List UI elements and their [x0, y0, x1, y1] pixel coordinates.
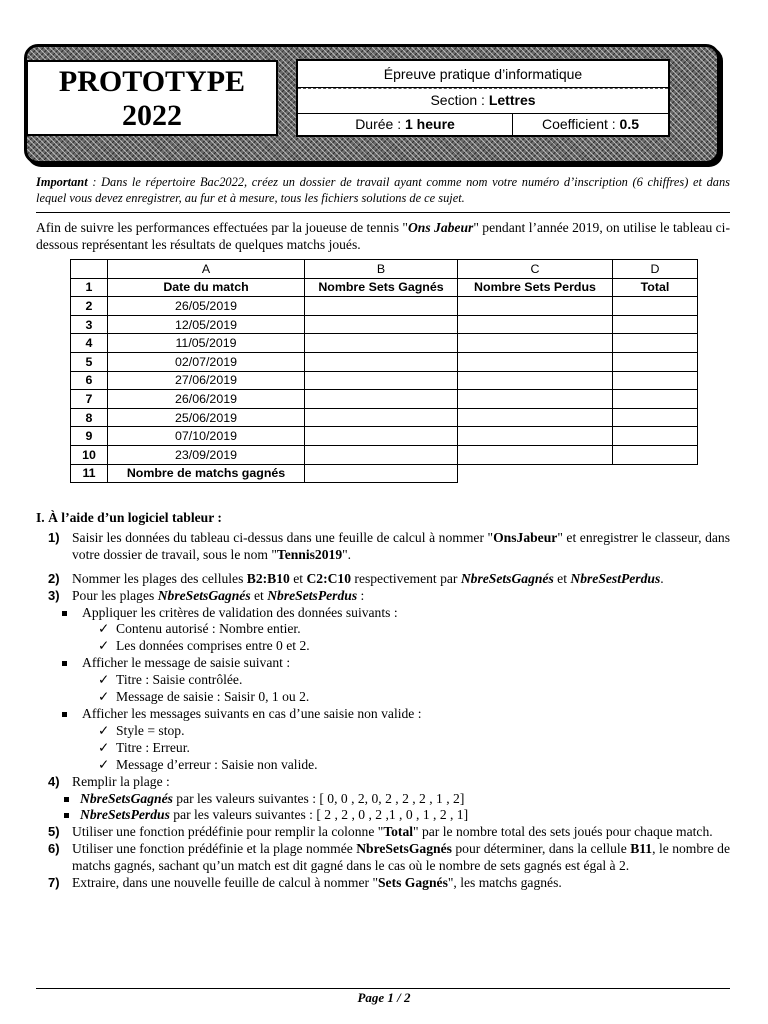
section-title: I. À l’aide d’un logiciel tableur :	[36, 510, 222, 525]
exam-coefficient: Coefficient : 0.5	[541, 116, 640, 132]
list-item: ✓ Message de saisie : Saisir 0, 1 ou 2.	[98, 689, 310, 705]
date-cell: 12/05/2019	[108, 315, 305, 334]
exam-section: Section : Lettres	[298, 87, 668, 114]
column-letters-row	[71, 260, 698, 279]
list-item: Afficher les messages suivants en cas d’une saisie non valide :	[36, 706, 730, 723]
table-row	[71, 334, 698, 353]
date-cell: 26/05/2019	[108, 297, 305, 316]
list-item: ✓ Contenu autorisé : Nombre entier.	[98, 621, 301, 637]
list-item: ✓ Les données comprises entre 0 et 2.	[98, 638, 310, 654]
col-letter: C	[458, 260, 613, 279]
row-number: 11	[71, 464, 108, 483]
title-line1: PROTOTYPE	[58, 65, 246, 98]
list-item: ✓ Message d’erreur : Saisie non valide.	[98, 756, 318, 772]
checkmark-icon: ✓	[98, 689, 110, 705]
list-item: Appliquer les critères de validation des données suivants :	[36, 605, 730, 622]
date-cell: 25/06/2019	[108, 408, 305, 427]
date-cell: 26/06/2019	[108, 390, 305, 409]
row-number: 10	[71, 445, 108, 464]
list-item: NbreSetsGagnés par les valeurs suivantes : [ 0, 0 , 2, 0, 2 , 2 , 2 , 1 , 2]	[36, 791, 730, 808]
table-row	[71, 445, 698, 464]
row-number: 8	[71, 408, 108, 427]
question-4: 4) Remplir la plage :	[48, 773, 170, 789]
col-letter: B	[305, 260, 458, 279]
table-row	[71, 408, 698, 427]
square-bullet-icon	[64, 797, 69, 802]
table-row	[71, 427, 698, 446]
row-number: 1	[71, 278, 108, 297]
title-line2: 2022	[122, 99, 182, 132]
checkmark-icon: ✓	[98, 739, 110, 755]
square-bullet-icon	[62, 611, 67, 616]
question-7: 7) Extraire, dans une nouvelle feuille de calcul à nommer "Sets Gagnés", les matchs gagnés.	[48, 875, 562, 891]
square-bullet-icon	[62, 712, 67, 717]
list-item: ✓ Titre : Saisie contrôlée.	[98, 672, 243, 688]
page-number: Page 1 / 2	[357, 990, 411, 1005]
date-cell: 23/09/2019	[108, 445, 305, 464]
checkmark-icon: ✓	[98, 672, 110, 688]
divider	[36, 212, 730, 213]
row-number: 9	[71, 427, 108, 446]
question-5: 5) Utiliser une fonction prédéfinie pour remplir la colonne "Total" par le nombre total des sets joués pour chaque match.	[48, 824, 713, 840]
important-note: Important : Dans le répertoire Bac2022, créez un dossier de travail ayant comme nom votre numéro d’inscription (6 chiffres) et dans lequel vous devez enregistrer, au fur et à mesure, tous les fichiers solutions de ce sujet.	[36, 175, 730, 205]
date-cell: 07/10/2019	[108, 427, 305, 446]
exam-title: Épreuve pratique d’informatique	[298, 61, 668, 88]
header-sets-lost: Nombre Sets Perdus	[458, 278, 613, 297]
row-number: 5	[71, 352, 108, 371]
exam-duration: Durée : 1 heure	[298, 113, 513, 135]
question-2: 2) Nommer les plages des cellules B2:B10 et C2:C10 respectivement par NbreSetsGagnés et NbreSestPerdus.	[48, 570, 664, 586]
header-total: Total	[613, 278, 698, 297]
square-bullet-icon	[62, 661, 67, 666]
table-row	[71, 352, 698, 371]
question-3: 3) Pour les plages NbreSetsGagnés et NbreSetsPerdus :	[48, 587, 365, 603]
col-letter: A	[108, 260, 305, 279]
checkmark-icon: ✓	[98, 722, 110, 738]
header-sets-won: Nombre Sets Gagnés	[305, 278, 458, 297]
question-6: 6) Utiliser une fonction prédéfinie et la plage nommée NbreSetsGagnés pour déterminer, dans la cellule B11, le nombre de matchs gagnés, sachant qu’un match est dit gagné dans le cas où le nombre de sets gagnés est égal à 2.	[48, 841, 731, 874]
row-number: 2	[71, 297, 108, 316]
questions	[36, 510, 730, 892]
exam-duration-coef	[298, 113, 668, 135]
title-box	[26, 60, 278, 136]
table-row	[71, 371, 698, 390]
footer-divider	[36, 988, 730, 989]
table-row	[71, 464, 698, 483]
table-row	[71, 315, 698, 334]
col-letter: D	[613, 260, 698, 279]
row-number: 7	[71, 390, 108, 409]
table-row	[71, 390, 698, 409]
date-cell: 11/05/2019	[108, 334, 305, 353]
row-number: 3	[71, 315, 108, 334]
exam-info-box	[296, 59, 670, 137]
list-item: NbreSetsPerdus par les valeurs suivantes : [ 2 , 2 , 0 , 2 ,1 , 0 , 1 , 2 , 1]	[36, 807, 730, 824]
row-number: 6	[71, 371, 108, 390]
header-date: Date du match	[108, 278, 305, 297]
matches-won-label: Nombre de matchs gagnés	[108, 464, 305, 483]
date-cell: 02/07/2019	[108, 352, 305, 371]
row-number: 4	[71, 334, 108, 353]
checkmark-icon: ✓	[98, 638, 110, 654]
list-item: Afficher le message de saisie suivant :	[36, 655, 730, 672]
table-header-row	[71, 278, 698, 297]
square-bullet-icon	[64, 813, 69, 818]
checkmark-icon: ✓	[98, 621, 110, 637]
spreadsheet-table	[70, 259, 698, 483]
list-item: ✓ Style = stop.	[98, 722, 185, 738]
list-item: ✓ Titre : Erreur.	[98, 739, 190, 755]
question-1: 1) Saisir les données du tableau ci-dessus dans une feuille de calcul à nommer "OnsJabeur" et enregistrer le classeur, dans votre dossier de travail, sous le nom "Tennis2019".	[48, 529, 730, 562]
checkmark-icon: ✓	[98, 756, 110, 772]
table-row	[71, 297, 698, 316]
intro-paragraph: Afin de suivre les performances effectuées par la joueuse de tennis "Ons Jabeur" pendant l’année 2019, on utilise le tableau ci-dessous représentant les résultats de quelques matchs joués.	[36, 220, 730, 252]
date-cell: 27/06/2019	[108, 371, 305, 390]
